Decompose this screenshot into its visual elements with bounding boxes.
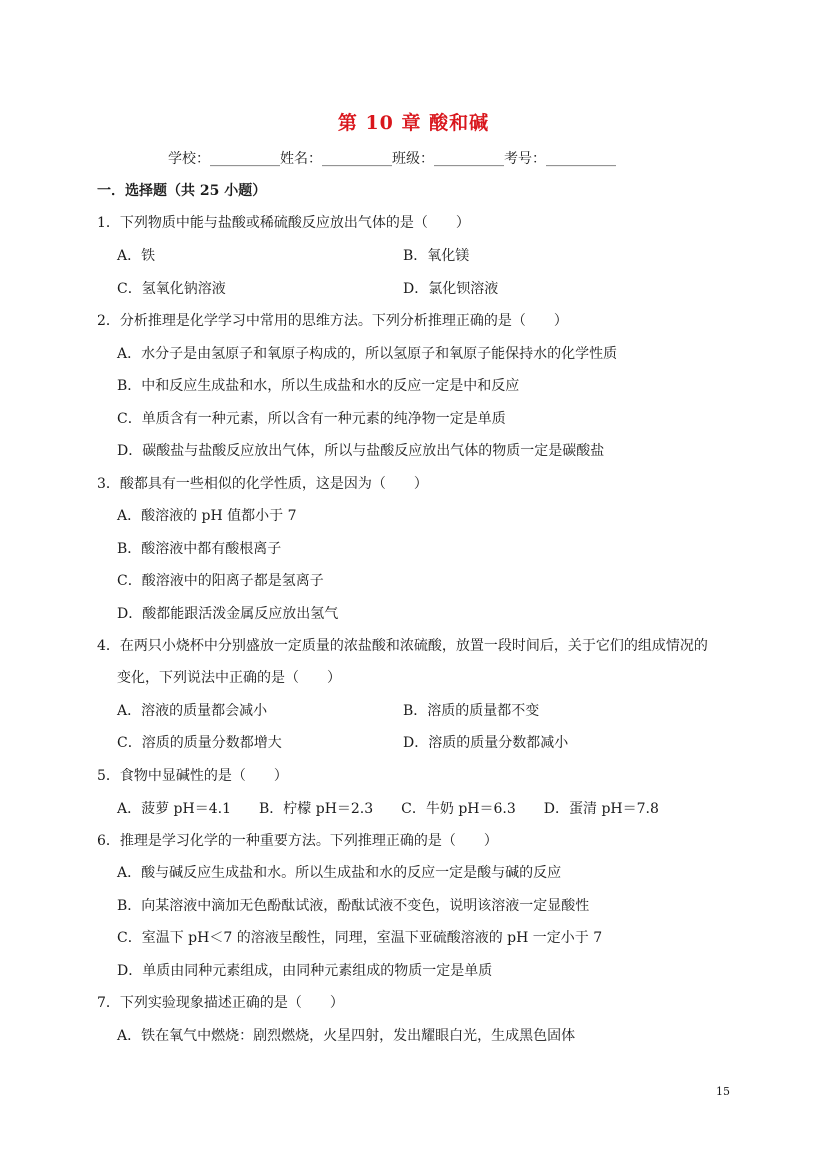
question-1-option-c: C．氢氧化钠溶液 bbox=[117, 281, 226, 297]
question-1-option-d: D．氯化钡溶液 bbox=[403, 281, 499, 297]
question-3-option-a: A．酸溶液的 pH 值都小于 7 bbox=[117, 508, 297, 524]
page-title: 第 10 章 酸和碱 bbox=[337, 112, 490, 134]
page-number: 15 bbox=[716, 1085, 730, 1098]
student-info-line: 学校：__________姓名：__________班级：__________考号：__________ bbox=[168, 151, 616, 167]
section-heading: 一．选择题（共 25 小题） bbox=[97, 183, 267, 199]
question-4-option-b: B．溶质的质量都不变 bbox=[403, 703, 540, 719]
question-2-stem: 2．分析推理是化学学习中常用的思维方法。下列分析推理正确的是（ ） bbox=[97, 313, 568, 329]
question-6-option-a: A．酸与碱反应生成盐和水。所以生成盐和水的反应一定是酸与碱的反应 bbox=[117, 865, 562, 881]
question-4-option-c: C．溶质的质量分数都增大 bbox=[117, 735, 282, 751]
question-2-option-c: C．单质含有一种元素，所以含有一种元素的纯净物一定是单质 bbox=[117, 411, 506, 427]
question-2-option-d: D．碳酸盐与盐酸反应放出气体，所以与盐酸反应放出气体的物质一定是碳酸盐 bbox=[117, 443, 605, 459]
question-3-option-c: C．酸溶液中的阳离子都是氢离子 bbox=[117, 573, 324, 589]
question-4-option-a: A．溶液的质量都会减小 bbox=[117, 703, 268, 719]
question-1-stem: 1．下列物质中能与盐酸或稀硫酸反应放出气体的是（ ） bbox=[97, 215, 470, 231]
question-1-option-b: B．氧化镁 bbox=[403, 248, 470, 264]
question-6-stem: 6．推理是学习化学的一种重要方法。下列推理正确的是（ ） bbox=[97, 833, 498, 849]
question-1-option-a: A．铁 bbox=[117, 248, 156, 264]
question-6-option-b: B．向某溶液中滴加无色酚酞试液，酚酞试液不变色，说明该溶液一定显酸性 bbox=[117, 898, 590, 914]
question-7-option-a: A．铁在氧气中燃烧：剧烈燃烧，火星四射，发出耀眼白光，生成黑色固体 bbox=[117, 1028, 576, 1044]
question-6-option-c: C．室温下 pH＜7 的溶液呈酸性，同理，室温下亚硫酸溶液的 pH 一定小于 7 bbox=[117, 930, 603, 946]
question-4-option-d: D．溶质的质量分数都减小 bbox=[403, 735, 569, 751]
question-3-option-b: B．酸溶液中都有酸根离子 bbox=[117, 541, 282, 557]
question-4-stem-continued: 变化，下列说法中正确的是（ ） bbox=[117, 670, 341, 686]
question-5-options: A．菠萝 pH＝4.1 B．柠檬 pH＝2.3 C．牛奶 pH＝6.3 D．蛋清 pH＝7.8 bbox=[117, 801, 659, 817]
question-3-option-d: D．酸都能跟活泼金属反应放出氢气 bbox=[117, 606, 339, 622]
question-2-option-b: B．中和反应生成盐和水，所以生成盐和水的反应一定是中和反应 bbox=[117, 378, 520, 394]
question-2-option-a: A．水分子是由氢原子和氧原子构成的，所以氢原子和氧原子能保持水的化学性质 bbox=[117, 346, 618, 362]
question-7-stem: 7．下列实验现象描述正确的是（ ） bbox=[97, 995, 344, 1011]
question-5-stem: 5．食物中显碱性的是（ ） bbox=[97, 768, 288, 784]
question-3-stem: 3．酸都具有一些相似的化学性质，这是因为（ ） bbox=[97, 476, 428, 492]
question-4-stem: 4．在两只小烧杯中分别盛放一定质量的浓盐酸和浓硫酸，放置一段时间后，关于它们的组成情况的 bbox=[97, 638, 708, 654]
question-6-option-d: D．单质由同种元素组成，由同种元素组成的物质一定是单质 bbox=[117, 963, 493, 979]
